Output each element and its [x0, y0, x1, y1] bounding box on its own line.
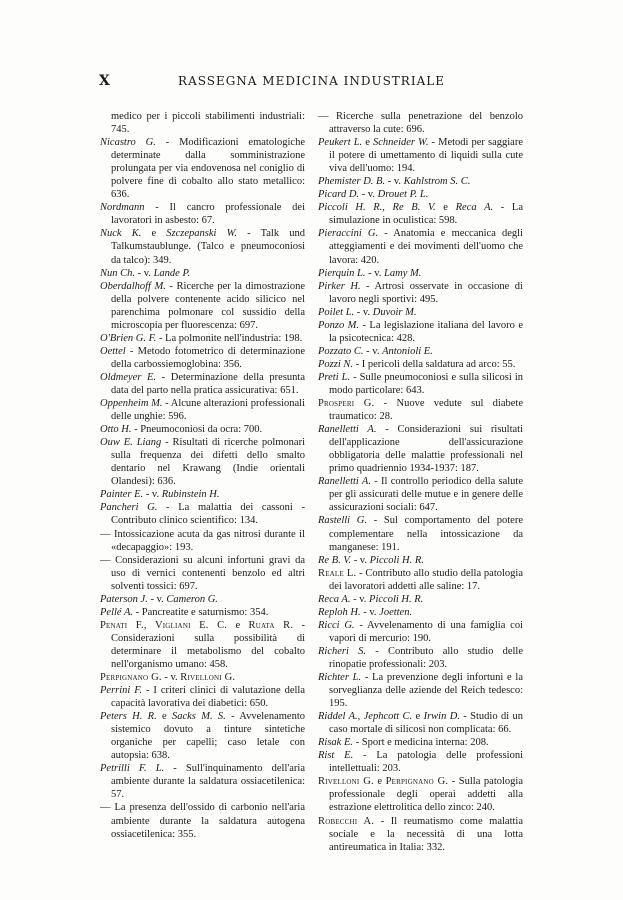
entry-author: Richter L. — [318, 672, 362, 684]
index-entry — [100, 528, 305, 554]
index-entry — [100, 110, 305, 136]
entry-text: - Ricerche per la dimostrazione della polvere contenente acido silicico nel parenchima polmonare col sussidio della microscopia per fluorescenza: 697. — [111, 280, 305, 331]
index-entry — [100, 267, 305, 280]
entry-text: - Artrosi osservate in occasione di lavoro negli sportivi: 495. — [329, 280, 523, 305]
page-header — [0, 73, 623, 93]
index-entry — [318, 423, 523, 475]
entry-text: - La patologia delle professioni intellettuali: 203. — [329, 750, 524, 775]
entry-author: Oettel — [100, 345, 126, 357]
entry-author: Perpignano G. — [385, 776, 449, 788]
entry-text: - v. — [363, 345, 383, 357]
entry-author: Ricci G. — [318, 619, 355, 631]
entry-author: Painter E. — [100, 489, 144, 501]
entry-text: - v. — [365, 267, 385, 279]
entry-text: - Il controllo periodico della salute per gli assicurati delle mutue e in genere delle assicurazioni sociali: 647. — [329, 476, 523, 514]
entry-author: Piccoli H. R., Re B. V. — [318, 202, 436, 214]
index-entry — [100, 436, 305, 488]
entry-text: - Il cancro professionale dei lavoratori in asbesto: 67. — [111, 202, 305, 227]
index-entry — [318, 775, 523, 814]
entry-author: Phemister D. B. — [318, 176, 386, 188]
entry-author: Pirker H. — [318, 280, 361, 292]
entry-text: - La legislazione italiana del lavoro e la psicotecnica: 428. — [329, 319, 524, 344]
index-entry — [100, 619, 305, 671]
entry-text: e — [362, 137, 373, 149]
index-entry — [318, 606, 523, 619]
entry-author: O'Brien G. F. — [100, 332, 157, 344]
entry-author: Otto H. — [100, 424, 132, 436]
index-entry — [100, 671, 305, 684]
index-entry — [100, 762, 305, 801]
entry-text: - Il reumatismo come malattia sociale e la necessità di una lotta antireumatica in Italia: 332. — [329, 815, 523, 853]
index-entry — [318, 593, 523, 606]
entry-text: - Metodo fotometrico di determinazione della carbossiemoglobina: 356. — [111, 345, 305, 370]
entry-text: - Contributo allo studio delle rinopatie professionali: 203. — [329, 645, 523, 670]
entry-author: Oldmeyer E. — [100, 371, 157, 383]
entry-author: Irwin D. — [423, 711, 460, 723]
entry-author: Antonioli E. — [382, 345, 433, 357]
entry-text: - La malattia dei cassoni - Contributo clinico scientifico: 134. — [111, 502, 306, 527]
index-entry — [318, 201, 523, 227]
entry-author: Pozzato C. — [318, 345, 364, 357]
entry-author: Nicastro G. — [100, 137, 156, 149]
index-entry — [318, 136, 523, 175]
entry-author: Pancheri G. — [100, 502, 158, 514]
entry-author: Pozzi N. — [318, 358, 354, 370]
entry-author: Piccoli H. R. — [369, 554, 424, 566]
entry-author: Schneider W. — [373, 137, 429, 149]
index-entry — [318, 267, 523, 280]
entry-author: Duvoir M. — [372, 306, 417, 318]
entry-text: - Anatomia e meccanica degli atteggiamenti e dei movimenti dell'uomo che lavora: 420. — [329, 228, 523, 266]
index-entry — [318, 175, 523, 188]
entry-author: Nordmann — [100, 202, 145, 214]
entry-author: Ranelletti A. — [318, 424, 377, 436]
entry-text: - Metodi per saggiare il potere di umettamento di liquidi sulla cute viva dell'uomo: 194. — [329, 137, 523, 175]
entry-author: Drouet P. L. — [377, 189, 429, 201]
index-entry — [100, 136, 305, 201]
entry-text: e — [435, 202, 456, 214]
entry-author: Rastelli G. — [318, 515, 367, 527]
index-entry — [100, 227, 305, 266]
entry-text: - v. — [351, 554, 370, 566]
entry-author: Paterson J. — [100, 593, 148, 605]
entry-author: Joetten. — [379, 606, 413, 618]
entry-author: Prosperi G. — [318, 398, 375, 410]
entry-author: Peukert L. — [318, 137, 363, 149]
entry-text: - Avvelenamento sistemico dovuto a tinture sintetiche organiche per capelli; caso letale con autopsia: 638. — [111, 711, 305, 762]
entry-author: Penati F., Vigliani E. C. — [100, 619, 228, 631]
entry-text: - Sul comportamento del potere complementare nella intossicazione da manganese: 191. — [329, 515, 523, 553]
index-entry — [100, 593, 305, 606]
index-entry — [318, 514, 523, 553]
index-entry — [318, 227, 523, 266]
entry-author: Nun Ch. — [100, 267, 136, 279]
index-entry — [318, 567, 523, 593]
entry-author: Ouw E. Liang — [100, 437, 162, 449]
entry-author: Nuck K. — [100, 228, 142, 240]
entry-author: Rist E. — [318, 750, 354, 762]
index-entry — [318, 345, 523, 358]
entry-author: Rubinstein H. — [161, 489, 220, 501]
index-entry — [318, 710, 523, 736]
entry-text: - Pancreatite e saturnismo: 354. — [133, 606, 269, 618]
entry-text: e — [412, 711, 424, 723]
entry-text: - Nuove vedute sul diabete traumatico: 28. — [329, 398, 523, 423]
index-entry — [318, 397, 523, 423]
entry-text: - Contributo allo studio della patologia dei lavoratori addetti alle saline: 17. — [329, 567, 523, 592]
index-entry — [100, 488, 305, 501]
index-entry — [318, 306, 523, 319]
entry-author: Petrilli F. L. — [100, 763, 165, 775]
entry-author: Ruata R. — [248, 619, 294, 631]
entry-text: - Sull'inquinamento dell'aria ambiente durante la saldatura ossiacetilenica: 57. — [111, 763, 305, 801]
entry-text: - v. — [385, 176, 404, 188]
entry-text: — La presenza dell'ossido di carbonio nell'aria ambiente durante la saldatura autogena ossiacetilenica: 355. — [100, 802, 305, 840]
index-entry — [318, 749, 523, 775]
entry-text: - Sulle pneumoconiosi e sulla silicosi in modo particolare: 643. — [329, 371, 523, 396]
entry-author: Pieraccini G. — [318, 228, 379, 240]
entry-author: Ranelletti A. — [318, 476, 371, 488]
entry-text: - Sport e medicina interna: 208. — [353, 737, 489, 749]
entry-author: Szczepanski W. — [166, 228, 237, 240]
entry-text: - v. — [135, 267, 154, 279]
entry-text: e — [156, 711, 172, 723]
entry-text: - Modificazioni ematologiche determinate dalla somministrazione prolungata per via endovenosa nel coniglio di polvere fine di cobalto allo stato metallico: 636. — [111, 137, 305, 201]
entry-text: - v. — [350, 593, 370, 605]
entry-author: Kahlstrom S. C. — [403, 176, 471, 188]
entry-author: Pellé A. — [100, 606, 134, 618]
index-entry — [100, 501, 305, 527]
entry-text: - Talk und Talkumstaublunge. (Talco e pneumoconiosi da talco): 349. — [111, 228, 305, 266]
entry-author: Oppenheim M. — [100, 398, 163, 410]
entry-text: medico per i piccoli stabilimenti industriali: 745. — [111, 111, 305, 136]
entry-author: Lamy M. — [384, 267, 422, 279]
index-entry — [100, 554, 305, 593]
entry-text: - Studio di un caso mortale di silicosi non complicata: 66. — [329, 711, 524, 736]
index-entry — [100, 423, 305, 436]
entry-text: - Alcune alterazioni professionali delle unghie: 596. — [111, 398, 305, 423]
index-entry — [100, 397, 305, 423]
index-entry — [100, 345, 305, 371]
index-entry — [318, 110, 523, 136]
entry-text: - Considerazioni sulla possibilità di determinare il metabolismo del cobalto nell'organismo umano: 458. — [111, 619, 305, 670]
index-entry — [318, 371, 523, 397]
entry-text: - I criteri clinici di valutazione della capacità lavorativa dei diabetici: 650. — [111, 685, 305, 710]
index-entry — [100, 371, 305, 397]
entry-author: Re B. V. — [318, 554, 352, 566]
index-entry — [100, 332, 305, 345]
index-entry — [318, 815, 523, 854]
entry-author: Cameron G. — [166, 593, 218, 605]
entry-author: Perrini F. — [100, 685, 142, 697]
entry-text: e — [227, 619, 249, 631]
index-entry — [100, 280, 305, 332]
entry-author: Riddel A., Jephcott C. — [318, 711, 413, 723]
entry-author: Rivelloni G. — [318, 776, 374, 788]
entry-author: Reca A. — [455, 202, 494, 214]
index-entry — [318, 358, 523, 371]
entry-text: — Considerazioni su alcuni infortuni gravi da uso di vernici contenenti benzolo ed altri solventi tossici: 697. — [100, 554, 305, 592]
entry-text: - v. — [161, 672, 181, 684]
index-entry — [318, 319, 523, 345]
entry-author: Lande P. — [153, 267, 191, 279]
index-entry — [100, 710, 305, 762]
entry-author: Piccoli H. R. — [369, 593, 424, 605]
index-entry — [318, 475, 523, 514]
entry-text: - La simulazione in oculistica: 598. — [329, 202, 523, 227]
entry-text: — Intossicazione acuta da gas nitrosi durante il «decapaggio»: 193. — [100, 528, 305, 553]
entry-text: e — [373, 776, 386, 788]
entry-text: - v. — [359, 189, 378, 201]
entry-text: - v. — [360, 606, 380, 618]
entry-text: - Pneumoconiosi da ocra: 700. — [131, 424, 263, 436]
entry-text: e — [141, 228, 167, 240]
entry-author: Reploh H. — [318, 606, 361, 618]
index-entry — [100, 606, 305, 619]
entry-text: - La prevenzione degli infortuni e la sorveglianza delle aziende del Reich tedesco: 195. — [329, 672, 523, 710]
index-entry — [318, 671, 523, 710]
index-entry — [100, 201, 305, 227]
entry-author: Sacks M. S. — [171, 711, 226, 723]
entry-author: Preti L. — [318, 371, 351, 383]
index-entry — [100, 801, 305, 840]
page-number: X — [99, 73, 110, 89]
index-entry — [318, 280, 523, 306]
entry-text: - I pericoli della saldatura ad arco: 55. — [353, 358, 516, 370]
entry-author: Robecchi A. — [318, 815, 375, 827]
entry-author: Poilet L. — [318, 306, 355, 318]
entry-author: Rivelloni G. — [180, 672, 236, 684]
left-column — [100, 110, 305, 841]
entry-author: Risak E. — [318, 737, 353, 749]
entry-text: - La polmonite nell'industria: 198. — [156, 332, 303, 344]
index-entry — [318, 188, 523, 201]
index-entry — [318, 619, 523, 645]
entry-text: - v. — [354, 306, 373, 318]
entry-text: - Determinazione della presunta data del parto nella pratica assicurativa: 651. — [111, 371, 305, 396]
index-entry — [100, 684, 305, 710]
entry-author: Picard D. — [318, 189, 360, 201]
entry-author: Perpignano G. — [100, 672, 162, 684]
entry-author: Oberdalhoff M. — [100, 280, 166, 292]
entry-text: - v. — [147, 593, 167, 605]
entry-text: - Avvelenamento di una famiglia coi vapori di mercurio: 190. — [329, 619, 523, 644]
entry-author: Pierquin L. — [318, 267, 366, 279]
entry-text: — Ricerche sulla penetrazione del benzolo attraverso la cute: 696. — [318, 111, 523, 136]
entry-author: Ponzo M. — [318, 319, 360, 331]
entry-author: Peters H. R. — [100, 711, 157, 723]
entry-author: Reca A. — [318, 593, 351, 605]
running-title: RASSEGNA MEDICINA INDUSTRIALE — [178, 74, 445, 88]
index-entry — [318, 645, 523, 671]
entry-author: Reale L. — [318, 567, 357, 579]
entry-text: - Considerazioni sui risultati dell'applicazione dell'assicurazione obbligatoria delle malattie professionali nel primo quadriennio 1934-1937: 187. — [329, 424, 524, 475]
entry-text: - v. — [143, 489, 162, 501]
right-column — [318, 110, 523, 854]
entry-author: Richeri S. — [318, 645, 367, 657]
index-entry — [318, 736, 523, 749]
entry-text: - Sulla patologia professionale degli operai addetti alla estrazione elettrolitica dello zinco: 240. — [329, 776, 523, 814]
entry-text: - Risultati di ricerche polmonari sulla frequenza dei difetti dello smalto dentario nel Krawang (Indie orientali Olandesi): 636. — [111, 437, 305, 488]
index-entry — [318, 554, 523, 567]
